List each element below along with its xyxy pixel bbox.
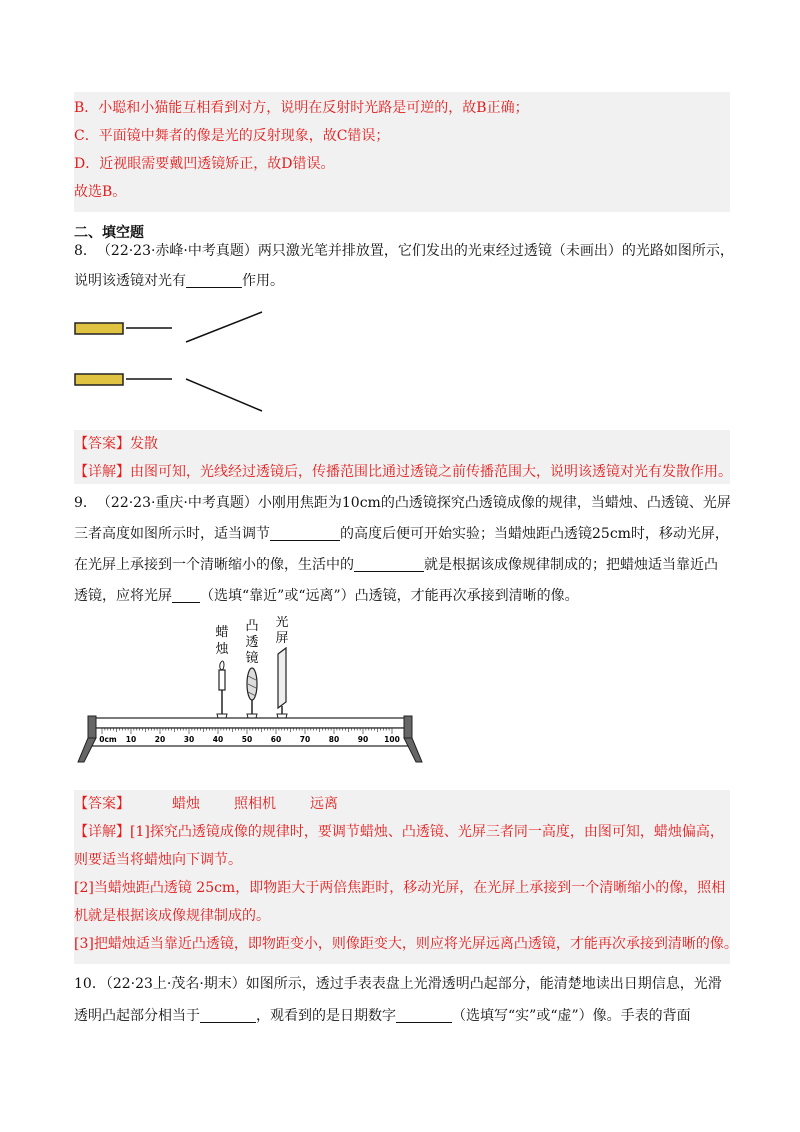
q9-answer <box>74 790 730 818</box>
q9-text-3a: 在光屏上承接到一个清晰缩小的像，生活中的 <box>74 557 354 573</box>
answer-line-b: B．小聪和小猫能互相看到对方，说明在反射时光路是可逆的，故B正确； <box>74 100 529 116</box>
section-title: 二、填空题 <box>74 225 144 241</box>
ruler-label: 50 <box>241 735 253 744</box>
q9-text-4b: （选填“靠近”或“远离”）凸透镜，才能再次承接到清晰的像。 <box>200 588 579 604</box>
q9-answer-3: 远离 <box>310 796 338 812</box>
ruler-label: 60 <box>270 735 282 744</box>
ruler-label: 20 <box>154 735 166 744</box>
q10-blank-1[interactable] <box>200 1008 256 1023</box>
answer-line-c: C．平面镜中舞者的像是光的反射现象，故C错误； <box>74 128 390 144</box>
candle-label-1: 蜡 <box>215 625 229 640</box>
q9-blank-3[interactable] <box>172 588 200 603</box>
question-10 <box>74 968 730 1032</box>
laser-pointer-bottom <box>75 374 123 385</box>
ruler-label: 70 <box>299 735 311 744</box>
q9-answer-block <box>74 790 738 964</box>
laser-pointer-top <box>75 323 123 334</box>
ruler-label: 100 <box>384 735 400 744</box>
q9-blank-1[interactable] <box>270 526 340 541</box>
ruler-label: 30 <box>183 735 195 744</box>
q9-answer-2: 照相机 <box>234 796 276 812</box>
q9-detail-1a <box>74 818 730 846</box>
lens-label-3: 镜 <box>245 651 259 666</box>
q10-text-2a: 透明凸起部分相当于 <box>74 1008 200 1024</box>
answer-conclusion: 故选B。 <box>74 184 127 200</box>
q9-detail-text-1a: [1]探究凸透镜成像的规律时，要调节蜡烛、凸透镜、光屏三者同一高度，由图可知，蜡烛偏高， <box>130 824 724 840</box>
ruler-label: 0cm <box>99 735 117 744</box>
answer-label: 【答案】 <box>74 436 130 452</box>
leg-right <box>404 738 422 762</box>
q9-blank-2[interactable] <box>354 557 424 572</box>
q8-line-1: 8． （22·23·赤峰·中考真题）两只激光笔并排放置，它们发出的光束经过透镜（未画出）的光路如图所示， <box>74 243 734 259</box>
support-left <box>88 716 96 738</box>
ruler-label: 80 <box>328 735 340 744</box>
beam-bottom-refracted <box>186 379 262 411</box>
q10-text-2b: ，观看到的是日期数字 <box>256 1008 396 1024</box>
q8-answer-value: 发散 <box>130 436 158 452</box>
q8-detail <box>74 458 730 486</box>
optical-bench-figure <box>74 616 434 766</box>
q9-line-3 <box>74 550 730 581</box>
q9-detail-2a: [2]当蜡烛距凸透镜 25cm，即物距大于两倍焦距时，移动光屏，在光屏上承接到一个清晰缩小的像，照相 <box>74 880 726 896</box>
lens-label-1: 凸 <box>245 619 259 634</box>
question-8 <box>74 236 734 296</box>
lens-label-2: 透 <box>245 635 259 650</box>
q9-detail-3: [3]把蜡烛适当靠近凸透镜，即物距变小，则像距变大，则应将光屏远离凸透镜，才能再次承接到清晰的像。 <box>74 936 738 952</box>
ruler-label: 90 <box>357 735 369 744</box>
answer-label: 【答案】 <box>74 796 130 812</box>
q9-text-4a: 透镜，应将光屏 <box>74 588 172 604</box>
ruler-label: 10 <box>125 735 137 744</box>
q10-blank-2[interactable] <box>396 1008 452 1023</box>
laser-figure <box>74 308 274 418</box>
leg-left <box>78 738 96 762</box>
q9-text-2a: 三者高度如图所示时，适当调节 <box>74 526 270 542</box>
q10-text-2c: （选填写“实”或“虚”）像。手表的背面 <box>452 1008 691 1024</box>
q9-text-2b: 的高度后便可开始实验；当蜡烛距凸透镜25cm时，移动光屏， <box>340 526 729 542</box>
detail-label: 【详解】 <box>74 464 130 480</box>
previous-answer-block <box>74 92 730 212</box>
q8-answer-block <box>74 430 730 484</box>
screen-label-2: 屏 <box>275 631 289 646</box>
beam-top-refracted <box>186 312 262 342</box>
candle-label-2: 烛 <box>215 642 229 657</box>
answer-line-d: D．近视眼需要戴凹透镜矫正，故D错误。 <box>74 156 335 172</box>
light-screen <box>278 648 286 714</box>
q9-line-4 <box>74 581 730 612</box>
q10-line-1: 10．（22·23上·茂名·期末）如图所示，透过手表表盘上光滑透明凸起部分，能清楚地读出日期信息，光滑 <box>74 976 722 992</box>
q10-line-2 <box>74 1000 730 1032</box>
support-right <box>404 716 412 738</box>
q8-answer <box>74 430 730 458</box>
q8-detail-text: 由图可知，光线经过透镜后，传播范围比通过透镜之前传播范围大，说明该透镜对光有发散作用。 <box>130 464 732 480</box>
q9-text-3b: 就是根据该成像规律制成的；把蜡烛适当靠近凸 <box>424 557 718 573</box>
q8-blank[interactable] <box>186 273 242 288</box>
detail-label: 【详解】 <box>74 824 130 840</box>
q8-text-b: 作用。 <box>242 273 284 289</box>
q8-text-a: 说明该透镜对光有 <box>74 273 186 289</box>
q9-answer-1: 蜡烛 <box>172 796 200 812</box>
q9-line-1: 9． （22·23·重庆·中考真题）小刚用焦距为10cm的凸透镜探究凸透镜成像的规律，当蜡烛、凸透镜、光屏 <box>74 495 731 511</box>
q9-detail-2b: 机就是根据该成像规律制成的。 <box>74 908 270 924</box>
q9-line-2 <box>74 519 730 550</box>
ruler-label: 40 <box>212 735 224 744</box>
q9-detail-1b: 则要适当将蜡烛向下调节。 <box>74 852 242 868</box>
question-9 <box>74 488 730 612</box>
candle <box>219 661 225 714</box>
convex-lens <box>247 668 257 714</box>
screen-label-1: 光 <box>275 616 289 630</box>
bench-rail <box>92 718 408 728</box>
q8-line-2 <box>74 266 730 296</box>
